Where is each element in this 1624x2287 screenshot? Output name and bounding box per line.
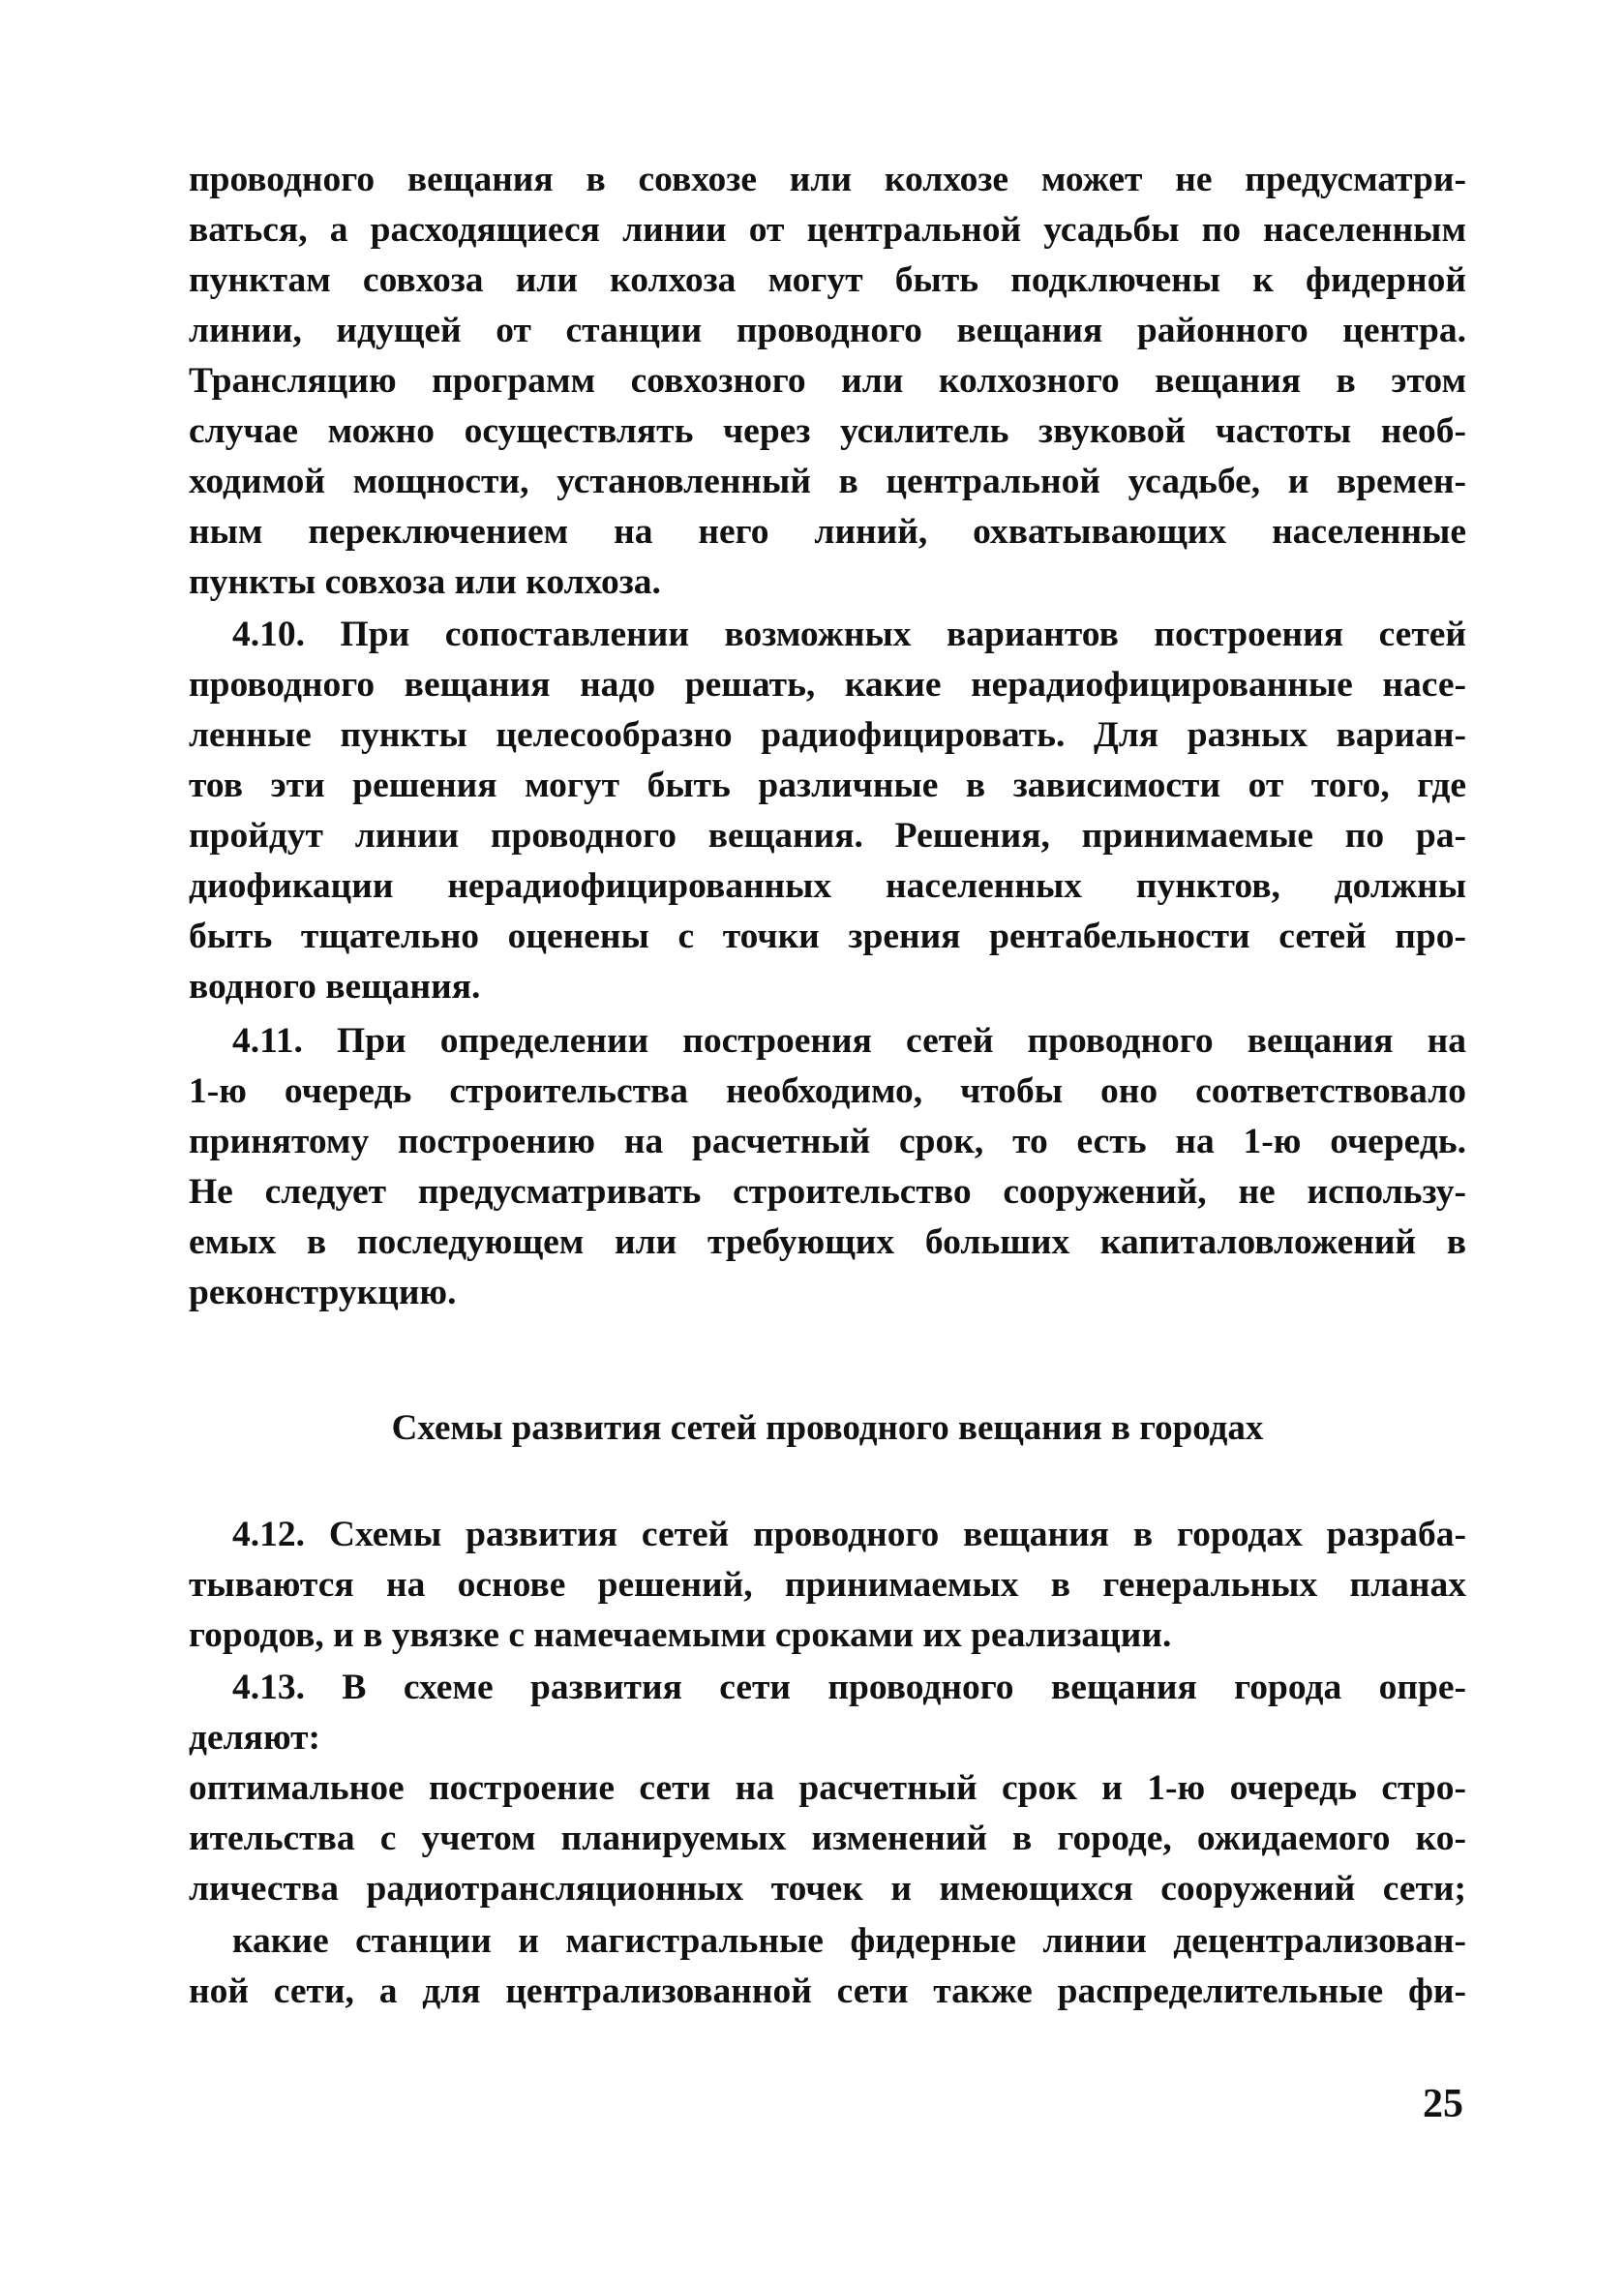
text-line: проводного вещания в совхозе или колхозе может не предусматри-	[189, 160, 1466, 199]
text-line: Трансляцию программ совхозного или колхозного вещания в этом	[189, 361, 1466, 401]
text-line: реконструкцию.	[189, 1273, 457, 1312]
text-line: ленные пункты целесообразно радиофицировать. Для разных вариан-	[189, 715, 1466, 755]
text-line: водного вещания.	[189, 967, 481, 1007]
text-line: Не следует предусматривать строительство сооружений, не использу-	[189, 1172, 1466, 1212]
paragraph-4-11	[189, 1016, 1466, 1318]
text-line: проводного вещания надо решать, какие нерадиофицированные насе-	[189, 665, 1466, 705]
text-line: 4.12. Схемы развития сетей проводного вещания в городах разраба-	[232, 1515, 1466, 1554]
text-line: линии, идущей от станции проводного вещания районного центра.	[189, 311, 1466, 350]
text-line: 1-ю очередь строительства необходимо, чтобы оно соответствовало	[189, 1071, 1466, 1111]
text-line: случае можно осуществлять через усилитель звуковой частоты необ-	[189, 411, 1466, 451]
text-line: пройдут линии проводного вещания. Решения, принимаемые по ра-	[189, 816, 1466, 856]
paragraph-4-12	[189, 1510, 1466, 1661]
text-line: 4.13. В схеме развития сети проводного вещания города опре-	[232, 1668, 1466, 1707]
text-line: ным переключением на него линий, охватывающих населенные	[189, 512, 1466, 552]
text-line: пункты совхоза или колхоза.	[189, 562, 661, 602]
text-line: пунктам совхоза или колхоза могут быть подключены к фидерной	[189, 260, 1466, 300]
text-line: городов, и в увязке с намечаемыми сроками их реализации.	[189, 1615, 1172, 1655]
text-line: ходимой мощности, установленный в центральной усадьбе, и времен-	[189, 462, 1466, 501]
text-line: 4.11. При определении построения сетей проводного вещания на	[232, 1021, 1466, 1061]
text-line: емых в последующем или требующих больших капиталовложений в	[189, 1222, 1466, 1262]
text-line: принятому построению на расчетный срок, то есть на 1-ю очередь.	[189, 1122, 1466, 1161]
paragraph-4-10	[189, 610, 1466, 1012]
text-line: личества радиотрансляционных точек и имеющихся сооружений сети;	[189, 1869, 1466, 1909]
text-line: ной сети, а для централизованной сети также распределительные фи-	[189, 1971, 1466, 2011]
text-line: оптимальное построение сети на расчетный срок и 1-ю очередь стро-	[189, 1768, 1466, 1808]
page-number: 25	[1423, 2082, 1463, 2126]
text-line: быть тщательно оценены с точки зрения рентабельности сетей про-	[189, 917, 1466, 956]
section-heading: Схемы развития сетей проводного вещания в городах	[391, 1408, 1264, 1448]
text-line: ваться, а расходящиеся линии от центральной усадьбы по населенным	[189, 210, 1466, 250]
paragraph-intro	[189, 155, 1466, 608]
text-line: деляют:	[189, 1718, 321, 1758]
paragraph-item-2	[189, 1916, 1466, 2017]
text-line: 4.10. При сопоставлении возможных вариантов построения сетей	[232, 615, 1466, 654]
text-line: тов эти решения могут быть различные в зависимости от того, где	[189, 766, 1466, 805]
text-line: диофикации нерадиофицированных населенных пунктов, должны	[189, 866, 1466, 906]
text-line: ительства с учетом планируемых изменений в городе, ожидаемого ко-	[189, 1819, 1466, 1858]
paragraph-item-1	[189, 1763, 1466, 1914]
text-line: какие станции и магистральные фидерные линии децентрализован-	[232, 1921, 1466, 1961]
text-line: тываются на основе решений, принимаемых в генеральных планах	[189, 1565, 1466, 1605]
paragraph-4-13	[189, 1663, 1466, 1763]
